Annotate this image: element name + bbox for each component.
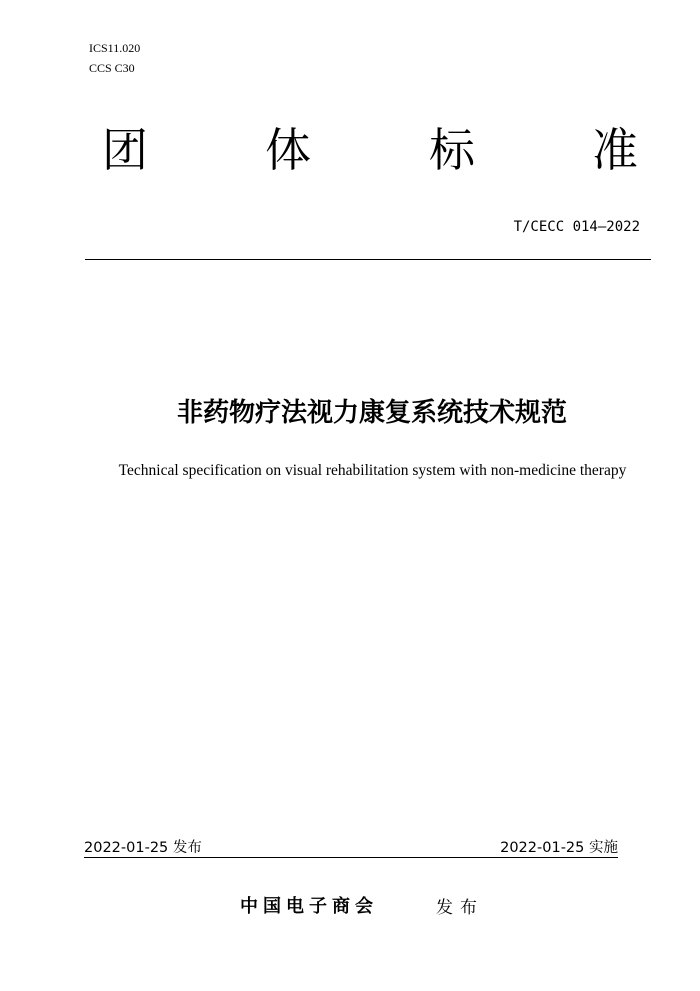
standard-code: T/CECC 014—2022 — [513, 219, 640, 235]
standard-type-char-1: 团 — [102, 123, 148, 177]
implementation-date: 2022-01-25 实施 — [500, 840, 618, 856]
ics-code: ICS11.020 — [89, 41, 141, 55]
publish-label: 发布 — [436, 898, 484, 918]
standard-type-char-3: 标 — [429, 123, 475, 177]
header-divider — [85, 259, 651, 260]
standard-type-char-4: 准 — [592, 123, 638, 177]
ccs-code: CCS C30 — [89, 61, 135, 75]
publisher-name: 中国电子商会 — [240, 896, 378, 917]
footer-divider — [84, 857, 618, 858]
document-title-en: Technical specification on visual rehabilitation system with non-medicine therapy — [118, 462, 627, 479]
issue-date: 2022-01-25 发布 — [84, 840, 202, 856]
document-title-zh: 非药物疗法视力康复系统技术规范 — [176, 398, 567, 428]
standard-type-char-2: 体 — [265, 123, 311, 177]
